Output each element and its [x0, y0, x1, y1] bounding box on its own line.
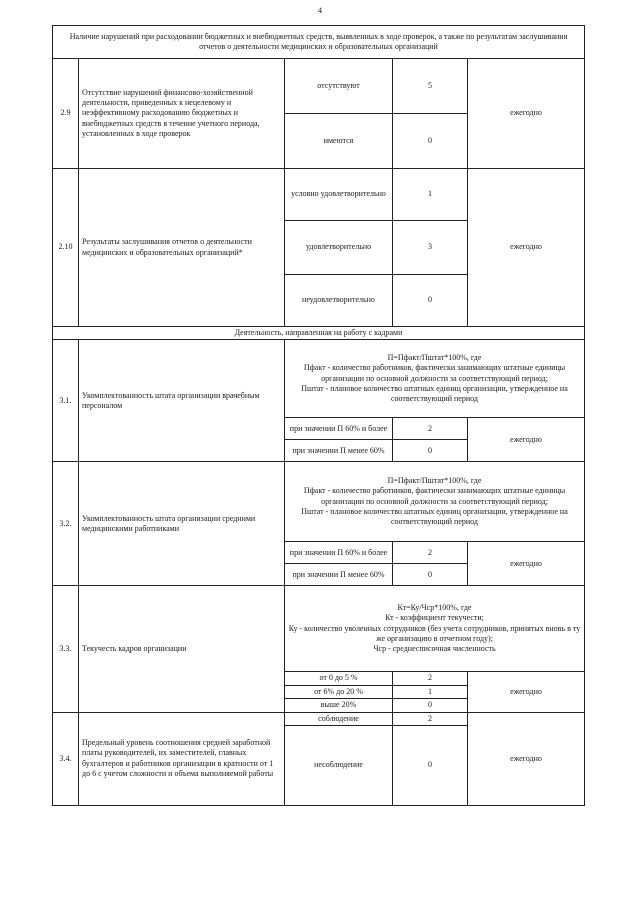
indicator-text: Результаты заслушивания отчетов о деятельности медицинских и образовательных организаций* — [79, 169, 285, 327]
condition-label: при значении П 60% и более — [285, 542, 393, 564]
row-number: 3.3. — [53, 586, 79, 712]
score-value: 2 — [393, 712, 468, 725]
condition-label: при значении П менее 60% — [285, 564, 393, 586]
score-value: 3 — [393, 221, 468, 275]
condition-label: выше 20% — [285, 699, 393, 712]
condition-label: соблюдение — [285, 712, 393, 725]
row-number: 3.2. — [53, 462, 79, 586]
score-value: 0 — [393, 699, 468, 712]
indicator-text: Укомплектованность штата организации средними медицинскими работниками — [79, 462, 285, 586]
score-value: 2 — [393, 542, 468, 564]
formula-line: Кт=Ку/Чср*100%, где — [397, 602, 472, 612]
score-value: 2 — [393, 672, 468, 685]
condition-label: отсутствуют — [285, 59, 393, 114]
period-cell: ежегодно — [468, 418, 585, 462]
formula-line: Кт - коэффициент текучести; — [385, 613, 484, 623]
condition-label: удовлетворительно — [285, 221, 393, 275]
formula-line: П=Пфакт/Пштат*100%, где — [387, 352, 482, 362]
score-value: 0 — [393, 275, 468, 327]
indicator-text: Предельный уровень соотношения средней заработной платы руководителей, их заместителей, главных бухгалтеров и работников организации в кратности от 1 до 6 с учетом сложности и объема выполняемой работы — [79, 712, 285, 805]
formula-cell — [285, 462, 585, 542]
formula-line: Пштат - плановое количество штатных единиц организации, утвержденное на соответствующий период — [301, 507, 568, 527]
period-cell: ежегодно — [468, 712, 585, 805]
criteria-table — [52, 25, 585, 806]
formula-line: Пфакт - количество работников, фактически занимающих штатные единицы организации по основной должности за соответствующий период; — [303, 486, 566, 506]
formula-line: П=Пфакт/Пштат*100%, где — [387, 475, 482, 485]
formula-line: Чср - среднесписочная численность — [373, 644, 496, 654]
row-number: 2.9 — [53, 59, 79, 169]
period-cell: ежегодно — [468, 542, 585, 586]
indicator-text: Отсутствие нарушений финансово-хозяйственной деятельности, приведенных к нецелевому и неэффективному расходованию бюджетных и внебюджетных средств в течение учетного периода, установленных в ходе проверок — [79, 59, 285, 169]
score-value: 5 — [393, 59, 468, 114]
indicator-text: Укомплектованность штата организации врачебным персоналом — [79, 340, 285, 462]
condition-label: от 0 до 5 % — [285, 672, 393, 685]
score-value: 0 — [393, 440, 468, 462]
period-cell: ежегодно — [468, 169, 585, 327]
condition-label: от 6% до 20 % — [285, 685, 393, 698]
condition-label: при значении П менее 60% — [285, 440, 393, 462]
condition-label: при значении П 60% и более — [285, 418, 393, 440]
score-value: 2 — [393, 418, 468, 440]
formula-line: Пштат - плановое количество штатных единиц организации, утвержденное на соответствующий период — [301, 384, 568, 404]
condition-label: условно удовлетворительно — [285, 169, 393, 221]
score-value: 1 — [393, 685, 468, 698]
condition-label: имеются — [285, 114, 393, 169]
indicator-text: Текучесть кадров организации — [79, 586, 285, 712]
score-value: 0 — [393, 564, 468, 586]
score-value: 1 — [393, 169, 468, 221]
formula-cell — [285, 340, 585, 418]
row-number: 3.4. — [53, 712, 79, 805]
page-number: 4 — [318, 6, 322, 15]
row-number: 2.10 — [53, 169, 79, 327]
period-cell: ежегодно — [468, 672, 585, 712]
formula-cell — [285, 586, 585, 672]
score-value: 0 — [393, 725, 468, 805]
period-cell: ежегодно — [468, 59, 585, 169]
formula-line: Пфакт - количество работников, фактически занимающих штатные единицы организации по основной должности за соответствующий период; — [303, 363, 566, 383]
formula-line: Ку - количество уволенных сотрудников (без учета сотрудников, принятых вновь в ту же организацию в отчетном году); — [288, 623, 581, 644]
row-number: 3.1. — [53, 340, 79, 462]
section-header-staff: Деятельность, направленная на работу с кадрами — [53, 327, 585, 340]
section-header-violations: Наличие нарушений при расходовании бюджетных и внебюджетных средств, выявленных в ходе проверок, а также по результатам заслушивания отчетов о деятельности медицинских и образовательных организаций — [53, 26, 585, 59]
condition-label: несоблюдение — [285, 725, 393, 805]
score-value: 0 — [393, 114, 468, 169]
condition-label: неудовлетворительно — [285, 275, 393, 327]
